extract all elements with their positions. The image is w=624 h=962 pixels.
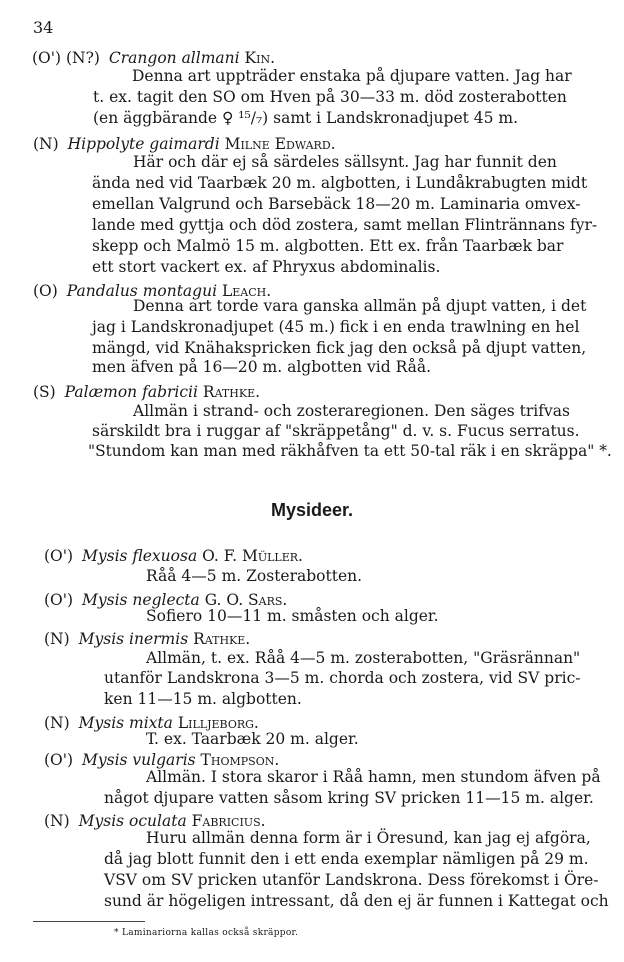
species-author: Milne Edward. [224,135,336,153]
species-author: O. F. Müller. [202,547,303,565]
entry-tag: (N) [33,135,59,153]
page-number: 34 [33,18,54,37]
species-author: Leach. [221,282,272,300]
entry-text-line: Sofiero 10—11 m. småsten och alger. [146,607,439,625]
footnote-rule [33,921,145,922]
entry-tag: (N) [44,812,70,830]
entry-text-line: mängd, vid Knähakspricken fick jag den också på djupt vatten, [92,339,587,357]
entry-tag: (O') (N?) [32,49,100,67]
entry-text-line: Råå 4—5 m. Zosterabotten. [146,567,363,585]
entry-tag: (O) [33,282,58,300]
entry-text-line: emellan Valgrund och Barsebäck 18—20 m. Laminaria omvex- [92,195,581,213]
species-author: Rathke. [202,383,261,401]
entry-tag: (S) [33,383,56,401]
entry-text-line: ett stort vackert ex. af Phryxus abdominalis. [92,258,441,276]
entry-text-line: Här och där ej så särdeles sällsynt. Jag har funnit den [133,153,557,171]
species-author: Lilljeborg. [177,714,259,732]
entry-header [33,134,336,154]
entry-text-line: Allmän. I stora skaror i Råå hamn, men stundom äfven på [146,768,601,786]
species-name: Hippolyte gaimardi [67,135,220,153]
footnote: * Laminariorna kallas också skräppor. [114,928,299,938]
entry-tag: (O') [44,751,74,769]
entry-tag: (N) [44,630,70,648]
species-author: Kin. [244,49,276,67]
species-name: Mysis inermis [78,630,189,648]
entry-text-line: då jag blott funnit den i ett enda exemplar nämligen på 29 m. [104,850,589,868]
entry-text-line: Allmän, t. ex. Råå 4—5 m. zosterabotten, "Gräsrännan" [146,649,581,667]
section-title: Mysideer. [270,500,354,520]
entry-header [44,629,250,649]
entry-text-line: "Stundom kan man med räkhåfven ta ett 50-tal räk i en skräppa" *. [88,442,612,460]
entry-tag: (O') [44,591,74,609]
entry-text-line: Allmän i strand- och zosteraregionen. Den säges trifvas [133,402,570,420]
entry-text-line: Denna art torde vara ganska allmän på djupt vatten, i det [133,297,587,315]
entry-text-line: jag i Landskronadjupet (45 m.) fick i en enda trawlning en hel [92,318,580,336]
entry-text-line: VSV om SV pricken utanför Landskrona. Dess förekomst i Öre- [104,871,599,889]
entry-text-line: utanför Landskrona 3—5 m. chorda och zostera, vid SV pric- [104,669,581,687]
entry-text-line: något djupare vatten såsom kring SV pricken 11—15 m. alger. [104,789,594,807]
species-name: Mysis oculata [78,812,187,830]
entry-text-line: sund är högeligen intressant, då den ej är funnen i Kattegat och [104,892,609,910]
species-author: Fabricius. [191,812,266,830]
species-name: Mysis mixta [78,714,173,732]
species-author: Thompson. [200,751,280,769]
species-name: Mysis vulgaris [82,751,196,769]
entry-text-line: särskildt bra i ruggar af "skräppetång" d. v. s. Fucus serratus. [92,422,580,440]
entry-tag: (N) [44,714,70,732]
entry-text-line: Huru allmän denna form är i Öresund, kan jag ej afgöra, [146,829,591,847]
entry-header [32,48,275,68]
entry-text-line: t. ex. tagit den SO om Hven på 30—33 m. död zosterabotten [93,88,567,106]
entry-text-line: (en äggbärande ♀ ¹⁵/₇) samt i Landskronadjupet 45 m. [93,109,519,127]
species-name: Pandalus montagui [66,282,218,300]
species-author: G. O. Sars. [204,591,288,609]
entry-text-line: ken 11—15 m. algbotten. [104,690,302,708]
entry-text-line: T. ex. Taarbæk 20 m. alger. [146,730,359,748]
entry-text-line: men äfven på 16—20 m. algbotten vid Råå. [92,358,432,376]
species-author: Rathke. [193,630,251,648]
entry-text-line: Denna art uppträder enstaka på djupare vatten. Jag har [132,67,572,85]
entry-tag: (O') [44,547,74,565]
species-name: Crangon allmani [108,49,240,67]
species-name: Mysis neglecta [82,591,200,609]
entry-header [44,546,303,566]
entry-text-line: ända ned vid Taarbæk 20 m. algbotten, i Lundåkrabugten midt [92,174,588,192]
entry-text-line: skepp och Malmö 15 m. algbotten. Ett ex. från Taarbæk bar [92,237,564,255]
species-name: Palæmon fabricii [64,383,198,401]
entry-text-line: lande med gyttja och död zostera, samt mellan Flintrännans fyr- [92,216,598,234]
entry-header [33,382,260,402]
species-name: Mysis flexuosa [82,547,198,565]
